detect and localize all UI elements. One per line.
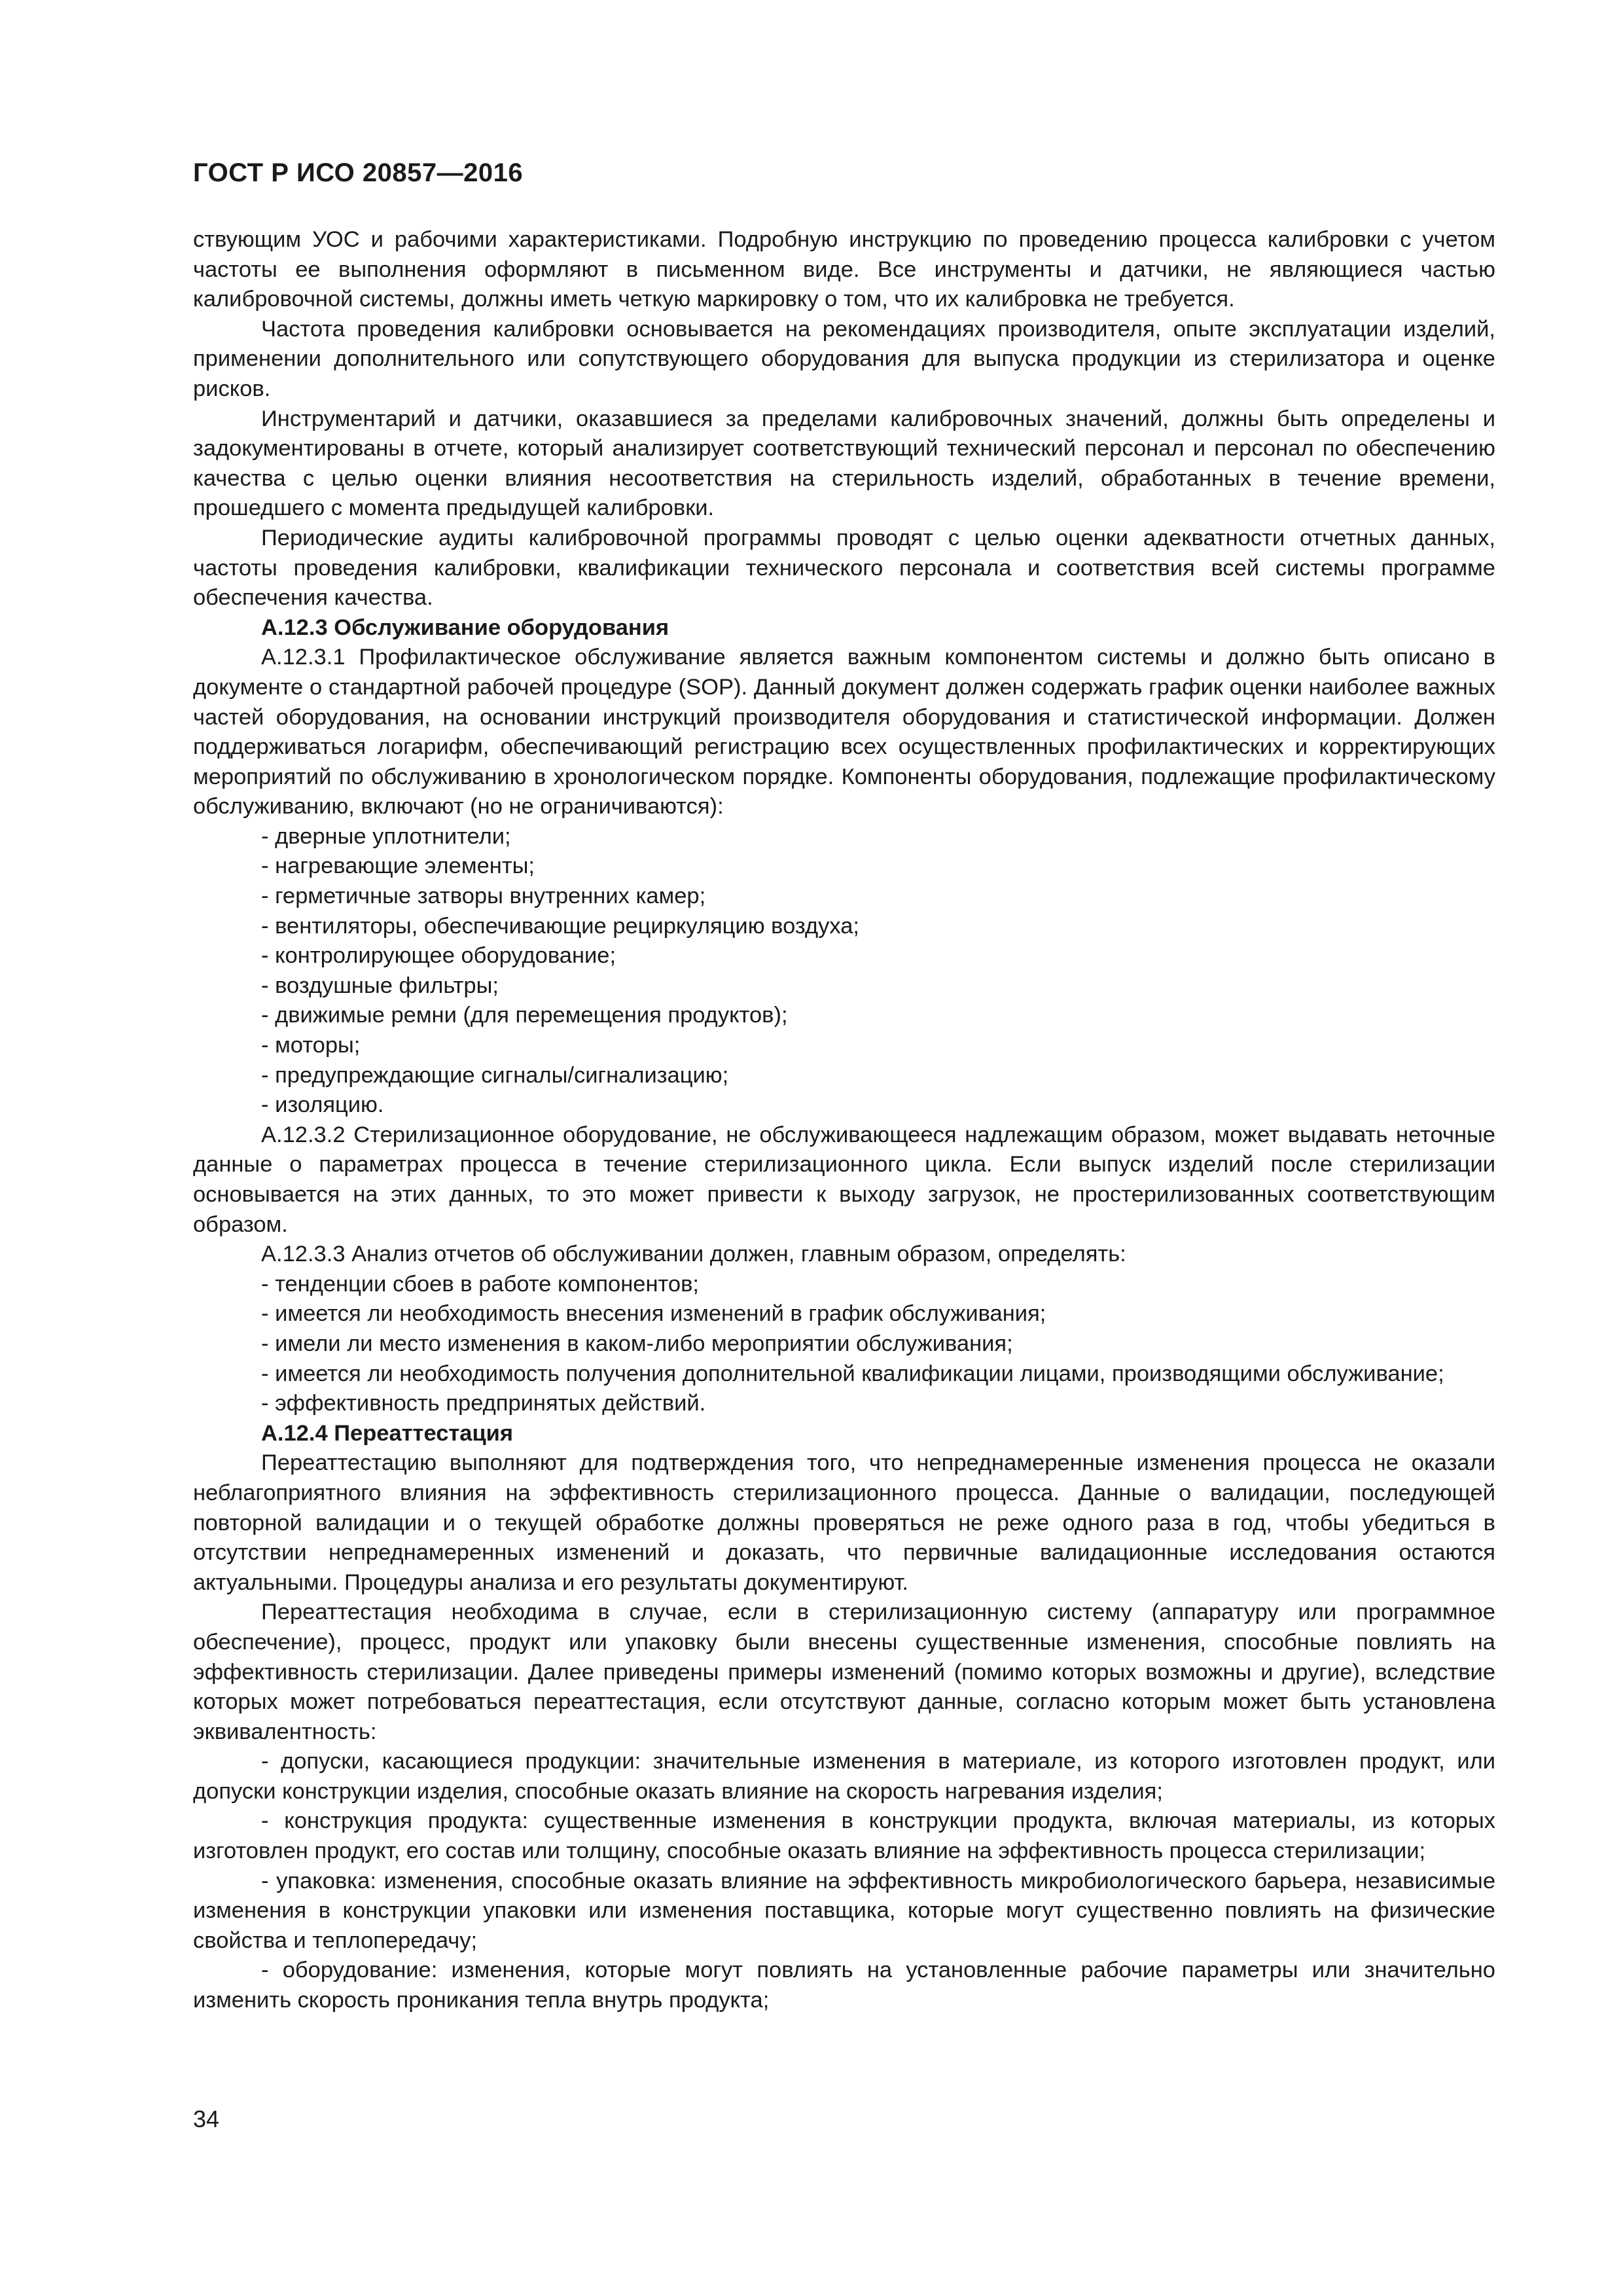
body-text <box>193 225 1495 2016</box>
paragraph-continuation: ствующим УОС и рабочими характеристиками. Подробную инструкцию по проведению процесса калибровки с учетом частоты ее выполнения оформляют в письменном виде. Все инструменты и датчики, не являющиеся частью калибровочной системы, должны иметь четкую маркировку о том, что их калибровка не требуется. <box>193 227 1495 312</box>
list-item: - оборудование: изменения, которые могут повлиять на установленные рабочие параметры или значительно изменить скорость проникания тепла внутрь продукта; <box>193 1958 1495 2013</box>
list-item: - воздушные фильтры; <box>261 973 499 998</box>
list-item: - имеется ли необходимость внесения изменений в график обслуживания; <box>261 1301 1046 1327</box>
analysis-list <box>193 1270 1495 1419</box>
page-number: 34 <box>193 2106 220 2132</box>
list-item: - конструкция продукта: существенные изменения в конструкции продукта, включая материалы, из которых изготовлен продукт, его состав или толщину, способные оказать влияние на эффективность процесса стерилизации; <box>193 1808 1495 1864</box>
list-item: - упаковка: изменения, способные оказать влияние на эффективность микробиологического барьера, независимые изменения в конструкции упаковки или изменения поставщика, которые могут существенно повлиять на физические свойства и теплопередачу; <box>193 1868 1495 1953</box>
document-page <box>193 157 1495 2016</box>
paragraph-out-of-calibration: Инструментарий и датчики, оказавшиеся за пределами калибровочных значений, должны быть определены и задокументированы в отчете, который анализирует соответствующий технический персонал и персонал по обеспечению качества с целью оценки влияния несоответствия на стерильность изделий, обработанных в течение времени, прошедшего с момента предыдущей калибровки. <box>193 406 1495 521</box>
list-item: - движимые ремни (для перемещения продуктов); <box>261 1003 788 1028</box>
paragraph-a-12-3-1: А.12.3.1 Профилактическое обслуживание является важным компонентом системы и должно быть описано в документе о стандартной рабочей процедуре (SOP). Данный документ должен содержать график оценки наиболее важных частей оборудования, на основании инструкций производителя оборудования и статистической информации. Должен поддерживаться логарифм, обеспечивающий регистрацию всех осуществленных профилактических и корректирующих мероприятий по обслуживанию в хронологическом порядке. Компоненты оборудования, подлежащие профилактическому обслуживанию, включают (но не ограничиваются): <box>193 645 1495 819</box>
list-item: - моторы; <box>261 1033 361 1058</box>
section-heading-a-12-3: А.12.3 Обслуживание оборудования <box>261 615 669 640</box>
running-header-standard-id: ГОСТ Р ИСО 20857—2016 <box>193 158 524 187</box>
paragraph-calibration-frequency: Частота проведения калибровки основывается на рекомендациях производителя, опыте эксплуатации изделий, применении дополнительного или сопутствующего оборудования для выпуска продукции из стерилизатора и оценке рисков. <box>193 316 1495 401</box>
section-heading-a-12-4: А.12.4 Переаттестация <box>261 1420 514 1446</box>
list-item: - герметичные затворы внутренних камер; <box>261 884 706 909</box>
paragraph-requalification-needed: Переаттестация необходима в случае, если в стерилизационную систему (аппаратуру или программное обеспечение), процесс, продукт или упаковку были внесены существенные изменения, способные повлиять на эффективность стерилизации. Далее приведены примеры изменений (помимо которых возможны и другие), вследствие которых может потребоваться переаттестация, если отсутствуют данные, согласно которым может быть установлена эквивалентность: <box>193 1600 1495 1744</box>
list-item: - нагревающие элементы; <box>261 853 535 879</box>
paragraph-periodic-audits: Периодические аудиты калибровочной программы проводят с целью оценки адекватности отчетных данных, частоты проведения калибровки, квалификации технического персонала и соответствия всей системы программе обеспечения качества. <box>193 525 1495 611</box>
list-item: - имеется ли необходимость получения дополнительной квалификации лицами, производящими обслуживание; <box>261 1361 1444 1386</box>
list-item: - предупреждающие сигналы/сигнализацию; <box>261 1062 729 1088</box>
list-item: - тенденции сбоев в работе компонентов; <box>261 1271 700 1297</box>
list-item: - контролирующее оборудование; <box>261 943 616 969</box>
list-item: - имели ли место изменения в каком-либо мероприятии обслуживания; <box>261 1331 1013 1356</box>
list-item: - дверные уплотнители; <box>261 823 511 849</box>
list-item: - допуски, касающиеся продукции: значительные изменения в материале, из которого изготовлен продукт, или допуски конструкции изделия, способные оказать влияние на скорость нагревания изделия; <box>193 1749 1495 1804</box>
paragraph-requalification-purpose: Переаттестацию выполняют для подтверждения того, что непреднамеренные изменения процесса не оказали неблагоприятного влияния на эффективность стерилизационного процесса. Данные о валидации, последующей повторной валидации и о текущей обработке должны проверяться не реже одного раза в год, чтобы убедиться в отсутствии непреднамеренных изменений и доказать, что первичные валидационные исследования остаются актуальными. Процедуры анализа и его результаты документируют. <box>193 1450 1495 1595</box>
list-item: - эффективность предпринятых действий. <box>261 1391 706 1416</box>
list-item: - изоляцию. <box>261 1092 384 1118</box>
components-list <box>193 822 1495 1121</box>
paragraph-a-12-3-2: А.12.3.2 Стерилизационное оборудование, не обслуживающееся надлежащим образом, может выдавать неточные данные о параметрах процесса в течение стерилизационного цикла. Если выпуск изделий после стерилизации основывается на этих данных, то это может привести к выходу загрузок, не простерилизованных соответствующим образом. <box>193 1122 1495 1237</box>
paragraph-a-12-3-3: А.12.3.3 Анализ отчетов об обслуживании должен, главным образом, определять: <box>261 1242 1126 1267</box>
list-item: - вентиляторы, обеспечивающие рециркуляцию воздуха; <box>261 913 859 939</box>
changes-list <box>193 1747 1495 2015</box>
